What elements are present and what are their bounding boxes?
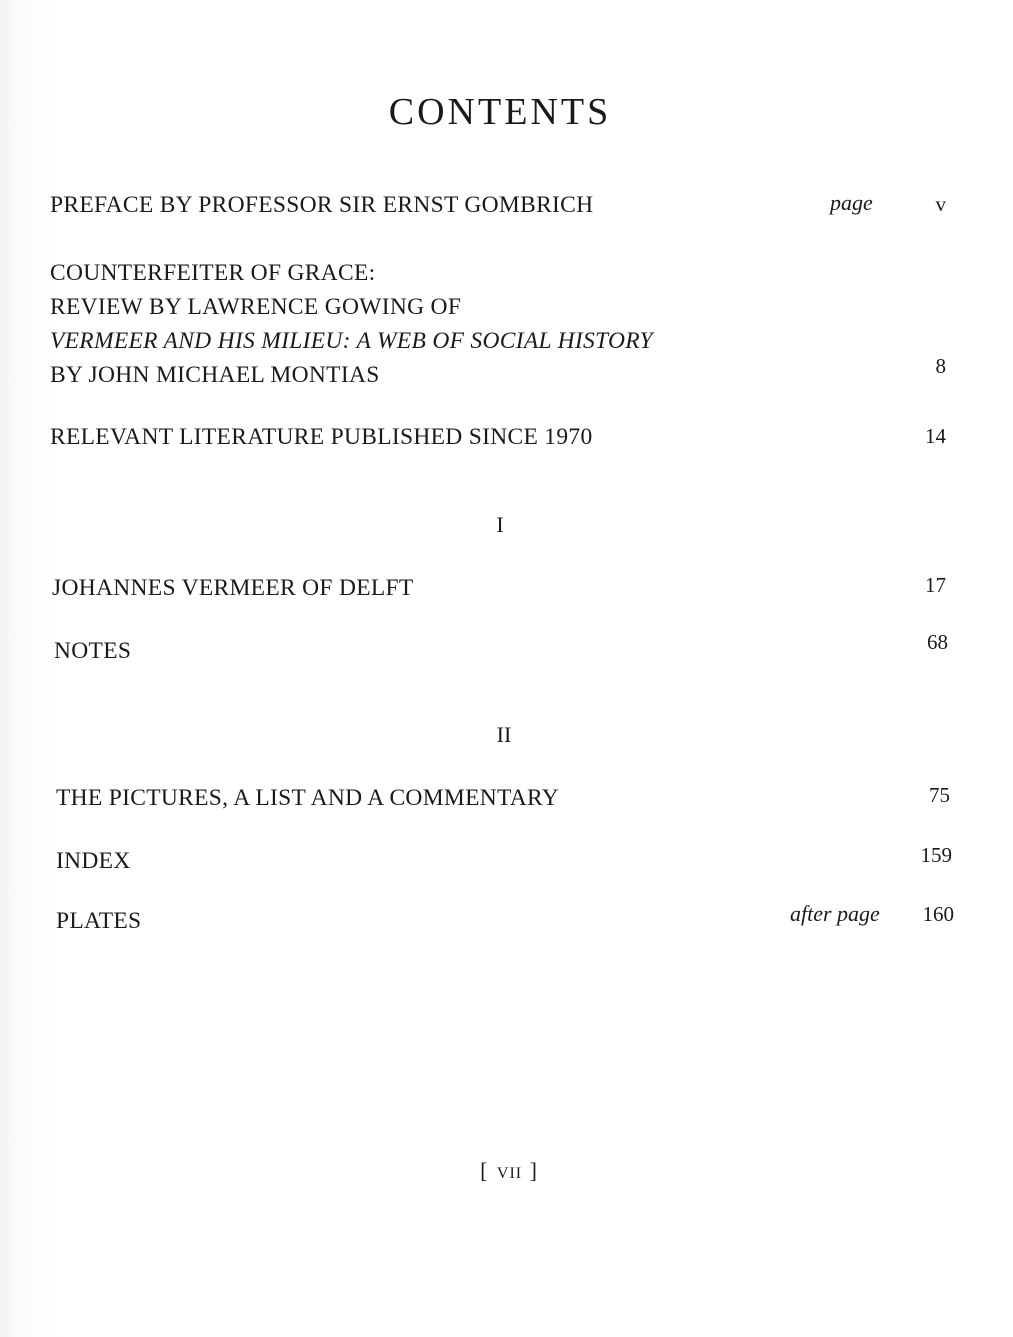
toc-entry-notes xyxy=(54,634,131,668)
toc-entry-subtitle: REVIEW BY LAWRENCE GOWING OF xyxy=(50,294,462,320)
folio xyxy=(0,1158,1013,1184)
toc-entry-title: INDEX xyxy=(56,848,131,874)
toc-entry-plates xyxy=(56,904,141,938)
toc-entry-title: RELEVANT LITERATURE PUBLISHED SINCE 1970 xyxy=(50,424,593,450)
page-title: CONTENTS xyxy=(388,91,612,133)
section-numeral: I xyxy=(496,512,504,537)
toc-entry-vermeer xyxy=(52,571,414,605)
toc-page-number: 68 xyxy=(927,630,948,654)
toc-entry-literature xyxy=(50,420,593,454)
toc-page-number: 14 xyxy=(925,424,946,448)
toc-entry-author: BY JOHN MICHAEL MONTIAS xyxy=(50,362,380,388)
toc-page-number: 159 xyxy=(920,843,952,867)
section-numeral: II xyxy=(496,722,512,747)
toc-page-number: v xyxy=(935,192,946,216)
toc-entry-counterfeiter xyxy=(50,256,653,392)
toc-entry-pictures xyxy=(56,781,559,815)
toc-entry-title: COUNTERFEITER OF GRACE: xyxy=(50,260,376,286)
toc-entry-title: PLATES xyxy=(56,908,142,934)
toc-page-number: 75 xyxy=(929,783,950,807)
toc-entry-title: NOTES xyxy=(54,638,132,664)
toc-entry-title: JOHANNES VERMEER OF DELFT xyxy=(52,575,414,601)
toc-entry-book-title: VERMEER AND HIS MILIEU: A WEB OF SOCIAL HISTORY xyxy=(50,328,653,354)
toc-page-number: 160 xyxy=(922,902,954,926)
toc-entry-preface xyxy=(50,188,593,222)
toc-page-number: 17 xyxy=(925,573,946,597)
toc-entry-title: PREFACE BY PROFESSOR SIR ERNST GOMBRICH xyxy=(50,192,594,218)
folio-bracket-open: [ xyxy=(480,1158,490,1183)
toc-page-number: 8 xyxy=(935,354,946,378)
after-page-label: after page xyxy=(790,901,880,926)
folio-bracket-close: ] xyxy=(529,1158,539,1183)
toc-entry-index xyxy=(56,844,131,878)
toc-entry-title: THE PICTURES, A LIST AND A COMMENTARY xyxy=(56,785,560,811)
page-word-label: page xyxy=(830,190,873,215)
folio-numeral: VII xyxy=(496,1165,523,1182)
